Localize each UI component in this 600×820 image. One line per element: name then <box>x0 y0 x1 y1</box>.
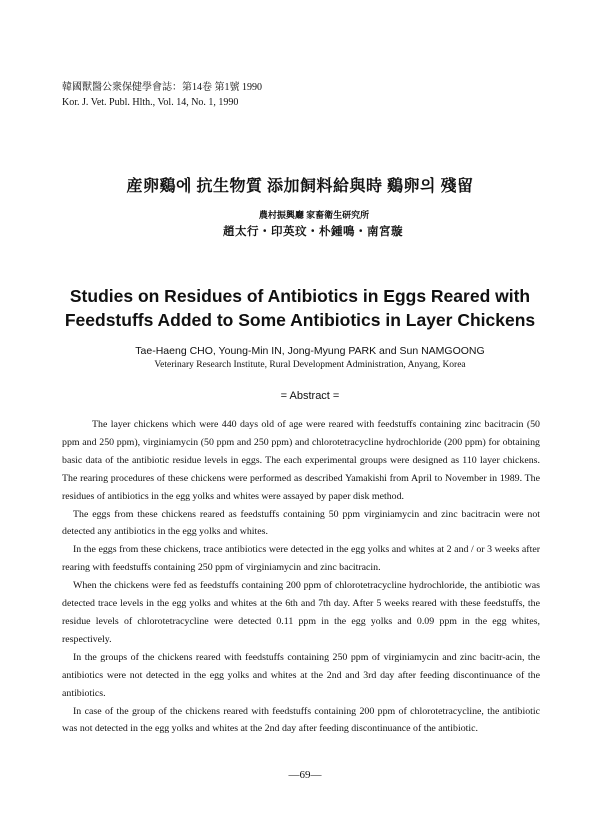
page-number: —69— <box>288 769 322 781</box>
abstract-paragraph: In the eggs from these chickens, trace antibiotics were detected in the egg yolks and whites at 2 and / or 3 weeks after rearing with feedstuffs containing 250 ppm of virginiamycin and zinc bacitracin. <box>62 544 540 574</box>
abstract-paragraph: In the groups of the chickens reared with feedstuffs containing 250 ppm of virginiamycin and zinc bacitr-acin, the antibiotics were not detected in the egg yolks and whites at the 2nd and 3rd day after feeding discontinuance of the antibiotics. <box>62 651 540 699</box>
korean-authors: 趙太行・印英玟・朴鍾鳴・南宮璇 <box>223 226 403 238</box>
abstract-paragraph: The layer chickens which were 440 days old of age were reared with feedstuffs containing zinc bacitracin (50 ppm and 250 ppm), virginiamycin (50 ppm and 250 ppm) and chlorotetracycline hydrochloride (200 ppm) for obtaining basic data of the antibiotic residue levels in eggs. The each experimental groups were designed as 110 layer chickens. The rearing procedures of these chickens were performed as described Yamakishi from April to November in 1989. The residues of antibiotics in the egg yolks and whites were assayed by paper disk method. <box>62 419 540 502</box>
abstract-paragraph: The eggs from these chickens reared as feedstuffs containing 50 ppm virginiamycin and zinc bacitracin were not detected any antibiotics in the egg yolks and whites. <box>62 508 540 538</box>
abstract-body <box>62 416 540 738</box>
korean-title: 産卵鷄에 抗生物質 添加飼料給與時 鷄卵의 殘留 <box>126 178 474 195</box>
journal-citation-korean: 韓國獸醫公衆保健學會誌：第14卷 第1號 1990 <box>62 82 262 93</box>
korean-institution: 農村振興廳 家畜衛生研究所 <box>258 210 370 220</box>
abstract-paragraph: When the chickens were fed as feedstuffs containing 200 ppm of chlorotetracycline hydrochloride, the antibiotic was detected trace levels in the egg yolks and whites at the 6th and 7th day. After 5 weeks reared with these feedstuffs, the residue levels of chlorotetracycline were detected 0.11 ppm in the egg yolks and 0.09 ppm in the egg whites, respectively. <box>62 580 540 645</box>
journal-citation-english: Kor. J. Vet. Publ. Hlth., Vol. 14, No. 1, 1990 <box>62 97 239 108</box>
abstract-paragraph: In case of the group of the chickens reared with feedstuffs containing 200 ppm of chlorotetracycline, the antibiotic was not detected in the egg yolks and whites at the 2nd day after feeding discontinuance of the antibiotic. <box>62 705 540 735</box>
english-affiliation: Veterinary Research Institute, Rural Development Administration, Anyang, Korea <box>154 360 466 370</box>
abstract-heading: = Abstract = <box>280 390 340 402</box>
english-title-line2: Feedstuffs Added to Some Antibiotics in Layer Chickens <box>64 310 536 330</box>
journal-header <box>62 80 262 110</box>
english-title <box>0 284 600 332</box>
english-title-line1: Studies on Residues of Antibiotics in Eggs Reared with <box>69 286 531 306</box>
english-authors: Tae-Haeng CHO, Young-Min IN, Jong-Myung PARK and Sun NAMGOONG <box>135 345 485 357</box>
